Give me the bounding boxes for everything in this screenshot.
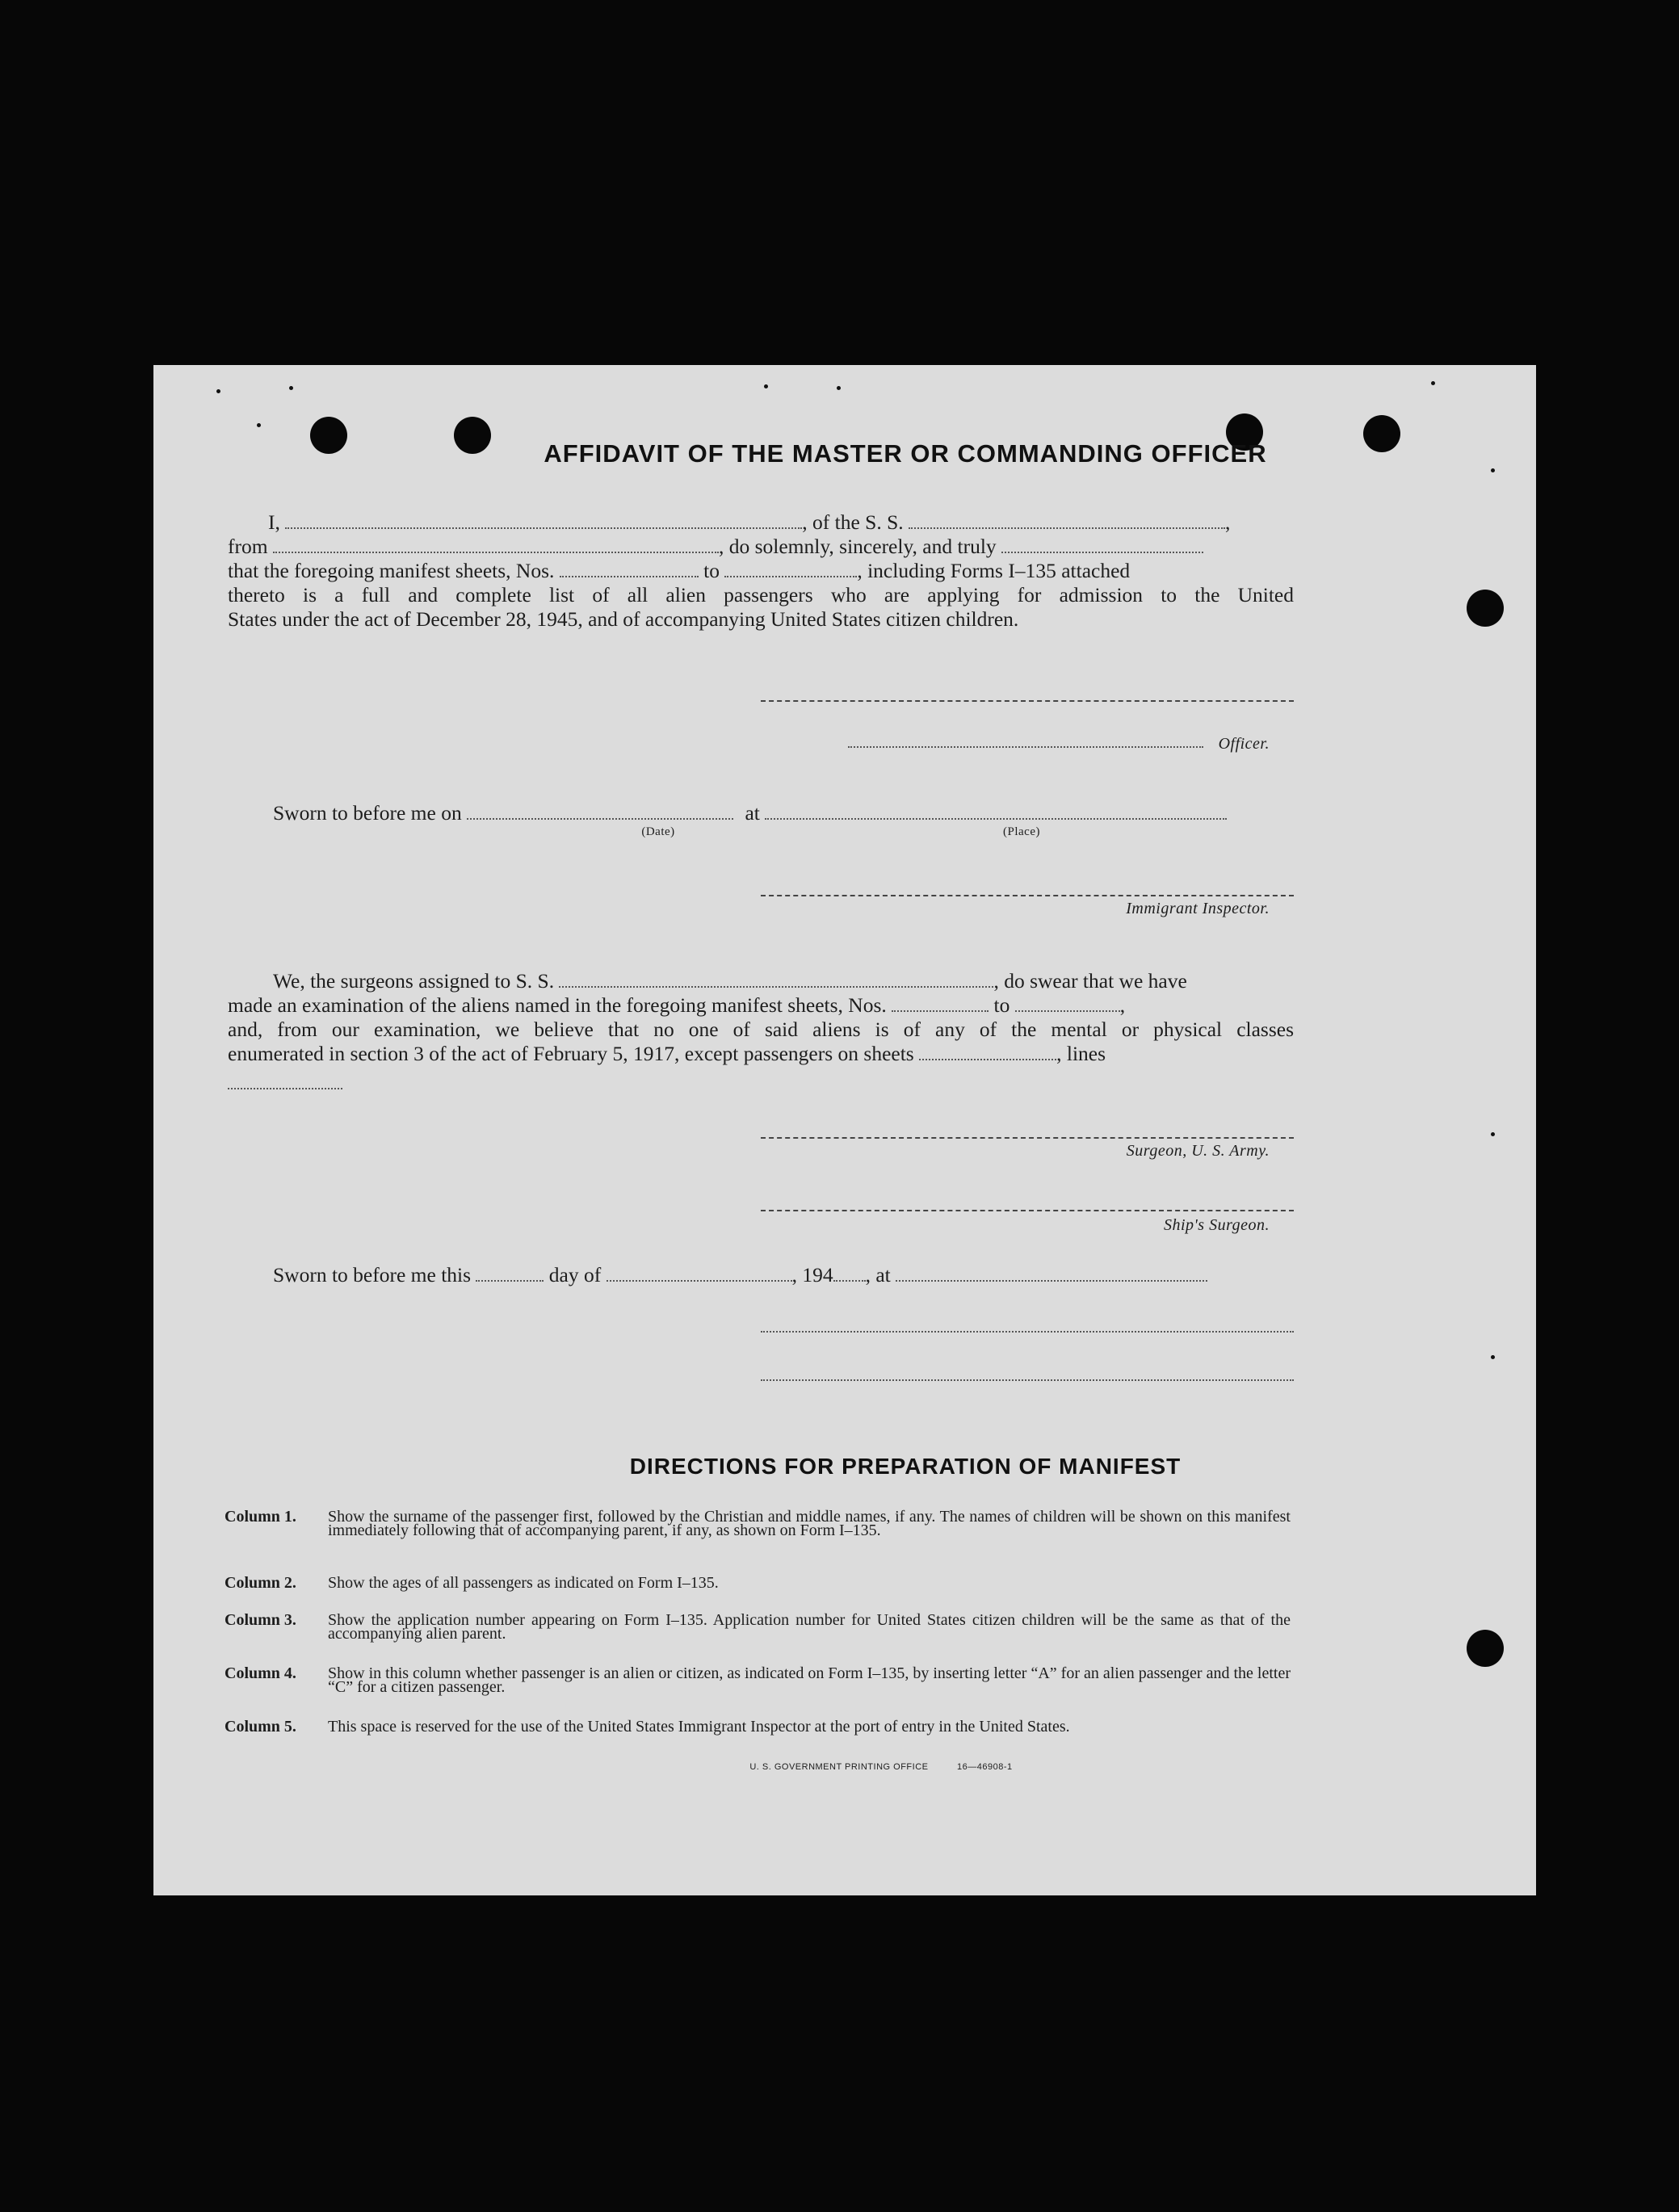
affidavit-line-5: States under the act of December 28, 1945, and of accompanying United States citizen children. <box>228 607 1019 631</box>
place-caption: (Place) <box>1003 825 1040 838</box>
affidavit-line-4: thereto is a full and complete list of all alien passengers who are applying for admission to the United <box>228 583 1294 607</box>
speck <box>1491 1355 1495 1359</box>
except-sheets-field[interactable] <box>919 1043 1056 1060</box>
signature-line-2[interactable] <box>761 1331 1294 1333</box>
speck <box>764 384 768 388</box>
speck <box>1491 1132 1495 1136</box>
sworn-place-field[interactable] <box>765 802 1227 820</box>
affidavit-line-1: I, , of the S. S. , <box>268 510 1231 534</box>
affidavit-title: AFFIDAVIT OF THE MASTER OR COMMANDING OFFICER <box>544 439 1267 468</box>
officer-caption: Officer. <box>1218 735 1270 753</box>
sworn-line-2: Sworn to before me this day of , 194 , at <box>273 1263 1207 1287</box>
direction-column-1: Column 1. Show the surname of the passenger first, followed by the Christian and middle names, if any. The names of children will be shown on this manifest immediately following that of accompanying parent, if any, as shown on Form I–135. <box>225 1508 1291 1539</box>
surgeons-sheets-to-field[interactable] <box>1015 994 1120 1012</box>
sworn-day-field[interactable] <box>476 1264 544 1282</box>
affidavit-line-3: that the foregoing manifest sheets, Nos. to , including Forms I–135 attached <box>228 559 1131 582</box>
speck <box>289 386 293 390</box>
sworn-line-1: Sworn to before me on at <box>273 801 1227 825</box>
form-sheet <box>153 365 1536 1895</box>
surgeons-line-1: We, the surgeons assigned to S. S. , do swear that we have <box>273 969 1187 993</box>
speck <box>1491 468 1495 472</box>
inspector-caption: Immigrant Inspector. <box>1126 900 1270 917</box>
surgeons-line-2: made an examination of the aliens named in the foregoing manifest sheets, Nos. to , <box>228 993 1126 1017</box>
surgeons-ship-field[interactable] <box>559 970 993 988</box>
speck <box>216 389 220 393</box>
speck <box>257 423 261 427</box>
surgeons-line-3: and, from our examination, we believe that no one of said aliens is of any of the mental or physical classes <box>228 1018 1294 1041</box>
officer-signature-line[interactable] <box>848 746 1203 748</box>
ship-surgeon-signature-line[interactable] <box>761 1210 1294 1211</box>
army-surgeon-caption: Surgeon, U. S. Army. <box>1126 1142 1270 1160</box>
sheets-from-field[interactable] <box>560 560 699 577</box>
lines-field[interactable] <box>228 1088 342 1089</box>
form-code: 16—46908-1 <box>957 1762 1013 1772</box>
speck <box>1431 381 1435 385</box>
signature-line-3[interactable] <box>761 1379 1294 1381</box>
inspector-signature-line[interactable] <box>761 895 1294 896</box>
sworn-date-field[interactable] <box>467 802 733 820</box>
declare-field[interactable] <box>1001 535 1203 553</box>
surgeons-line-4: enumerated in section 3 of the act of February 5, 1917, except passengers on sheets , lines <box>228 1042 1106 1065</box>
ship-surgeon-caption: Ship's Surgeon. <box>1163 1216 1270 1234</box>
punch-hole-6 <box>1467 1630 1504 1667</box>
surgeons-sheets-from-field[interactable] <box>892 994 989 1012</box>
direction-column-3: Column 3. Show the application number appearing on Form I–135. Application number for United States citizen children will be the same as that of the accompanying alien parent. <box>225 1611 1291 1643</box>
army-surgeon-signature-line[interactable] <box>761 1137 1294 1139</box>
sheets-to-field[interactable] <box>724 560 857 577</box>
direction-column-5: Column 5. This space is reserved for the use of the United States Immigrant Inspector at the port of entry in the United States. <box>225 1718 1070 1736</box>
sworn-at-field[interactable] <box>896 1264 1207 1282</box>
name-field[interactable] <box>285 511 802 529</box>
printer-name: U. S. GOVERNMENT PRINTING OFFICE <box>749 1762 929 1772</box>
directions-title: DIRECTIONS FOR PREPARATION OF MANIFEST <box>629 1454 1182 1479</box>
sworn-month-field[interactable] <box>607 1264 792 1282</box>
direction-column-2: Column 2. Show the ages of all passengers as indicated on Form I–135. <box>225 1574 719 1592</box>
printer-footer <box>153 1762 1536 1772</box>
sworn-year-field[interactable] <box>833 1264 866 1282</box>
affidavit-line-2: from , do solemnly, sincerely, and truly <box>228 535 1203 559</box>
punch-hole-5 <box>1467 590 1504 627</box>
direction-column-4: Column 4. Show in this column whether passenger is an alien or citizen, as indicated on Form I–135, by inserting letter “A” for an alien passenger and the letter “C” for a citizen passenger. <box>225 1664 1291 1696</box>
signature-line-1[interactable] <box>761 700 1294 702</box>
ship-field[interactable] <box>909 511 1225 529</box>
from-field[interactable] <box>273 535 719 553</box>
date-caption: (Date) <box>641 825 675 838</box>
speck <box>837 386 841 390</box>
